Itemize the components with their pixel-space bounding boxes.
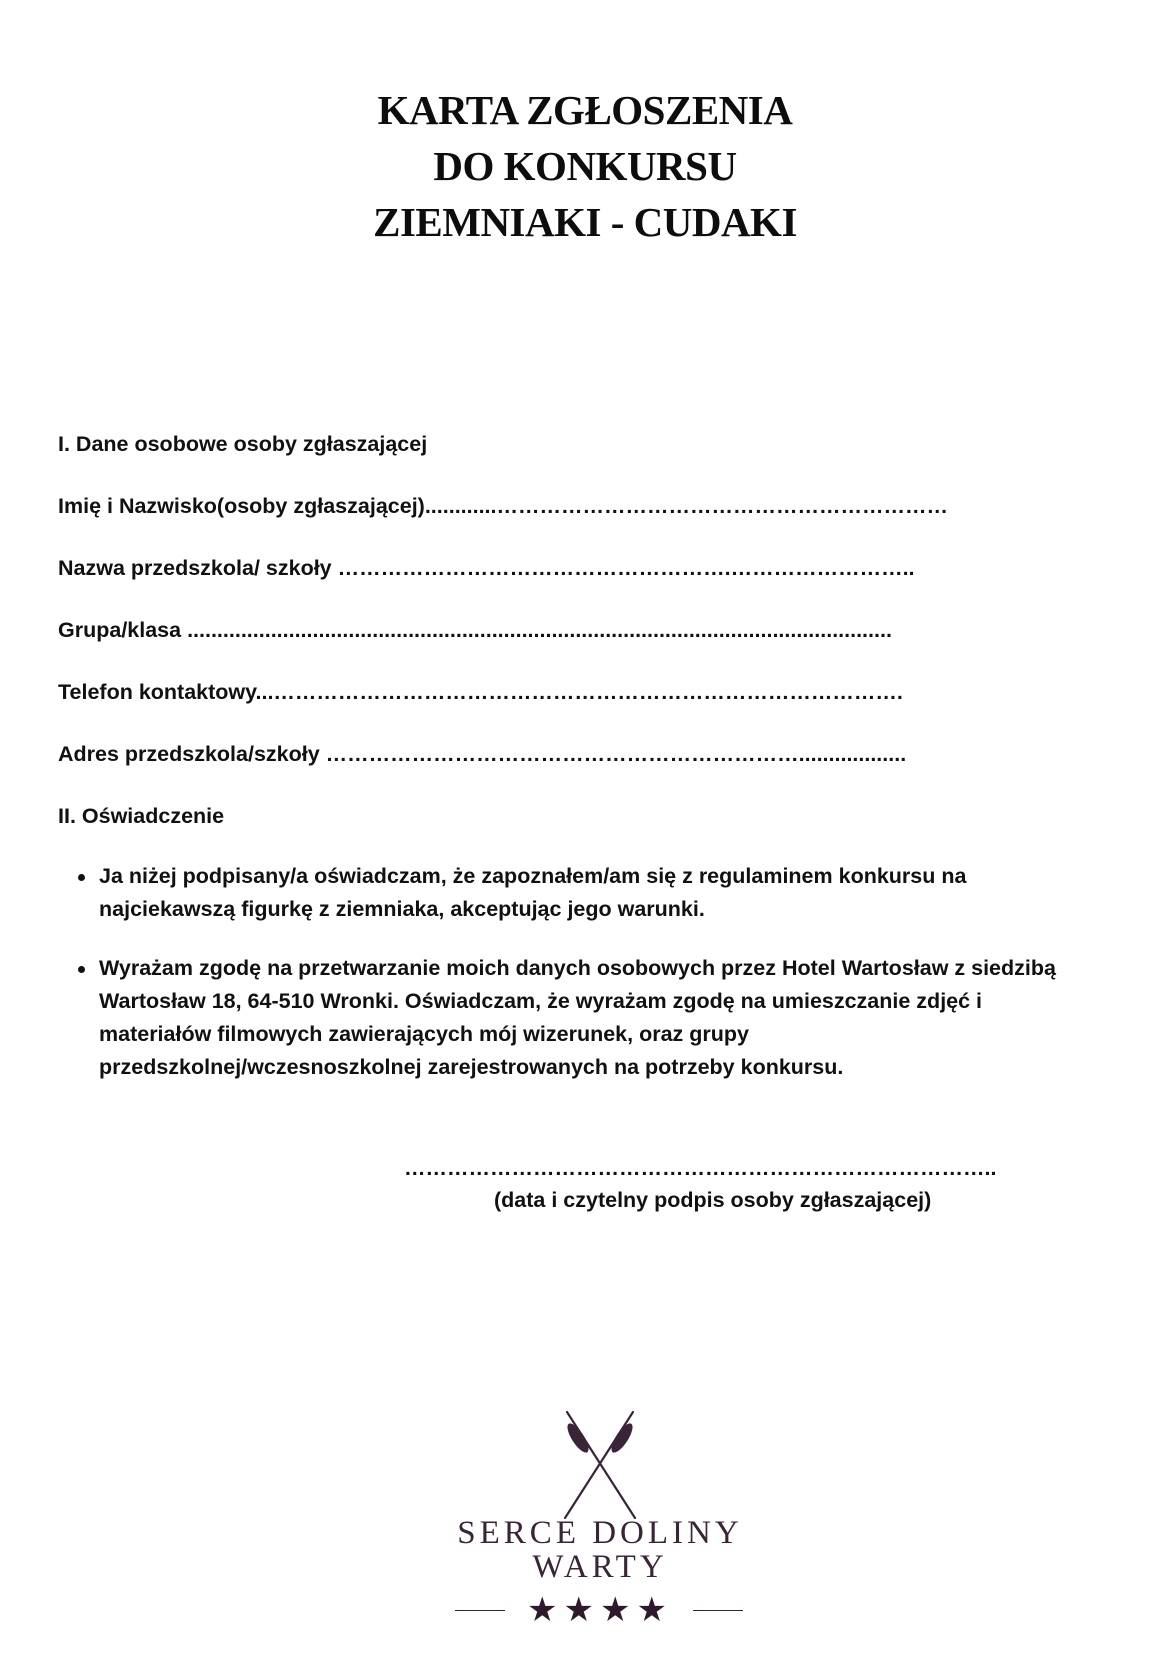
field-school-name[interactable]: Nazwa przedszkola/ szkoły ……………………………………………….…………………….. bbox=[58, 556, 915, 580]
crossed-reeds-icon bbox=[545, 1410, 655, 1520]
declaration-item bbox=[58, 860, 1058, 926]
field-phone[interactable]: Telefon kontaktowy...……………………………………………………………………………. bbox=[58, 680, 903, 704]
logo-name bbox=[435, 1516, 765, 1584]
serce-doliny-warty-logo bbox=[435, 1410, 765, 1640]
title-line-3: ZIEMNIAKI - CUDAKI bbox=[373, 199, 797, 245]
signature-line[interactable]: ……………………………………………………………………….. bbox=[404, 1156, 997, 1180]
bullet-icon bbox=[78, 874, 85, 881]
declaration-item bbox=[58, 952, 1058, 1084]
field-school-address[interactable]: Adres przedszkola/szkoły ………………………………………………………….................. bbox=[58, 742, 907, 766]
signature-caption: (data i czytelny podpis osoby zgłaszającej) bbox=[494, 1188, 932, 1212]
section-2-heading: II. Oświadczenie bbox=[58, 804, 225, 828]
divider-right bbox=[693, 1610, 743, 1611]
logo-name-line-1: SERCE DOLINY bbox=[457, 1515, 743, 1551]
declaration-text-2: Wyrażam zgodę na przetwarzanie moich danych osobowych przez Hotel Wartosław z siedzibą Wartosław 18, 64-510 Wronki. Oświadczam, że wyrażam zgodę na umieszczanie zdjęć i materiałów filmowych zawierających mój wizerunek, oraz grupy przedszkolnej/wczesnoszkolnej zarejestrowanych na potrzeby konkursu. bbox=[99, 956, 1056, 1079]
declaration-text-1: Ja niżej podpisany/a oświadczam, że zapoznałem/am się z regulaminem konkursu na najciekawszą figurkę z ziemniaka, akceptując jego warunki. bbox=[99, 864, 967, 921]
field-name[interactable]: Imię i Nazwisko(osoby zgłaszającej)............……………………………………………………… bbox=[58, 494, 949, 518]
title-line-2: DO KONKURSU bbox=[433, 143, 737, 189]
title-line-1: KARTA ZGŁOSZENIA bbox=[377, 87, 793, 133]
field-group-class[interactable]: Grupa/klasa ...................................................................................................................... bbox=[58, 618, 892, 642]
section-1-heading: I. Dane osobowe osoby zgłaszającej bbox=[58, 432, 428, 456]
logo-rating bbox=[435, 1590, 765, 1630]
form-title bbox=[0, 82, 1170, 250]
bullet-icon bbox=[78, 966, 85, 973]
logo-name-line-2: WARTY bbox=[532, 1549, 668, 1585]
star-rating-icon: ★★★★ bbox=[527, 1590, 673, 1630]
